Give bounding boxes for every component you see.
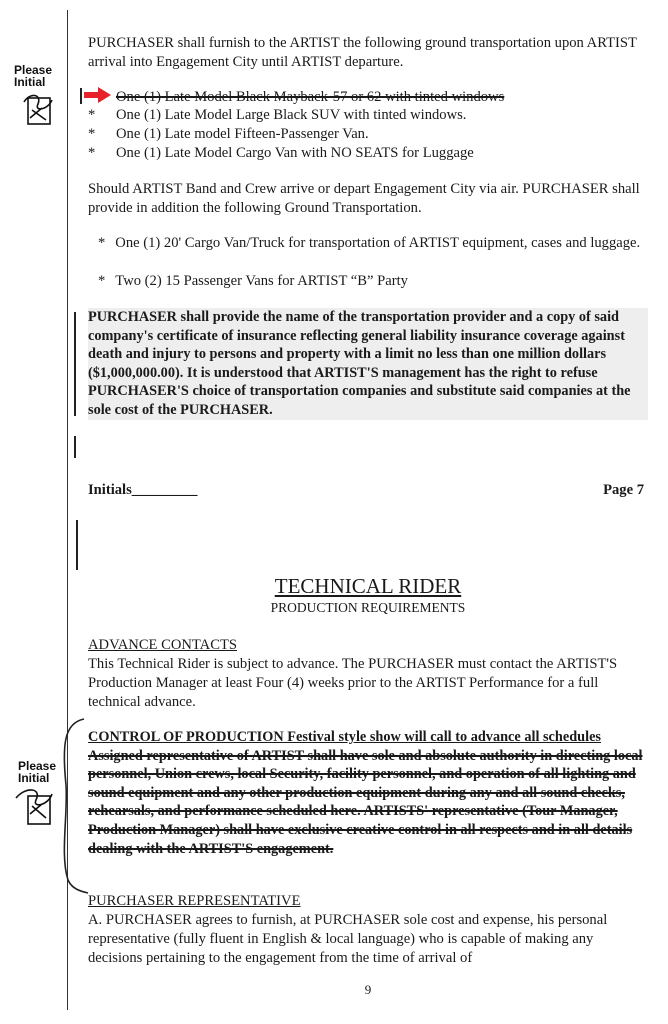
vehicle-item-struck: One (1) Late Model Black Mayback-57 or 62 with tinted windows (116, 89, 505, 105)
rider-subtitle: PRODUCTION REQUIREMENTS (270, 600, 466, 615)
purchaser-rep-text: A. PURCHASER agrees to furnish, at PURCHASER sole cost and expense, his personal representative (fully fluent in English & local language) who is capable of making any decisions pertaining to the engagement from the time of arrival of (88, 912, 608, 966)
note-line-1: Please (14, 63, 53, 77)
intro-paragraph: PURCHASER shall furnish to the ARTIST the following ground transportation upon ARTIST arrival into Engagement City until ARTIST departure. (88, 35, 637, 70)
note-line-1: Please (18, 759, 57, 773)
rider-title: TECHNICAL RIDER (274, 574, 462, 598)
purchaser-rep-heading: PURCHASER REPRESENTATIVE (88, 893, 301, 909)
please-initial-note (14, 64, 52, 88)
air-item (88, 272, 648, 291)
control-struck-text: Assigned representative of ARTIST shall have sole and absolute authority in directing local personnel, Union crews, local Security, facility personnel, and operation of all lighting and sound equipment and any other production equipment during any and all sound checks, rehearsals, and performance scheduled here. ARTISTS' representative (Tour Manager, Production Manager) shall have exclusive creative control in all respects and in all details dealing with the ARTIST'S engagement. (88, 747, 643, 857)
red-arrow-icon (84, 86, 112, 104)
control-insert: Festival style show will call to advance all schedules (283, 729, 601, 745)
air-paragraph: Should ARTIST Band and Crew arrive or depart Engagement City via air. PURCHASER shall provide in addition the following Ground Transportation. (88, 181, 640, 216)
change-bar (74, 312, 76, 416)
control-paragraph (88, 728, 648, 858)
bullet: * (98, 235, 106, 251)
note-line-2: Initial (14, 75, 46, 89)
control-heading: CONTROL OF PRODUCTION (88, 729, 284, 745)
page-label: Page 7 (603, 482, 644, 498)
vehicle-item: One (1) Late Model Large Black SUV with tinted windows. (116, 107, 467, 123)
initial-scribble-icon (12, 782, 58, 830)
bullet: * (88, 145, 96, 161)
note-line-2: Initial (18, 771, 50, 785)
air-item-text: Two (2) 15 Passenger Vans for ARTIST “B” Party (115, 273, 408, 289)
change-bar (76, 520, 78, 570)
vehicle-item: One (1) Late model Fifteen-Passenger Van. (116, 126, 369, 142)
initials-label: Initials_________ (88, 482, 198, 498)
please-initial-note (18, 760, 56, 784)
advance-text: This Technical Rider is subject to advance. The PURCHASER must contact the ARTIST'S Production Manager at least Four (4) weeks prior to the ARTIST Performance for a full technical advance. (88, 656, 618, 710)
initial-scribble-icon (18, 90, 58, 130)
vehicle-item: One (1) Late Model Cargo Van with NO SEATS for Luggage (116, 145, 474, 161)
bullet: * (98, 273, 106, 289)
air-item (88, 234, 648, 253)
bullet: * (88, 126, 96, 142)
change-bar (80, 88, 82, 104)
air-item-text: One (1) 20' Cargo Van/Truck for transportation of ARTIST equipment, cases and luggage. (115, 235, 641, 251)
page-number: 9 (364, 982, 372, 997)
insurance-paragraph: PURCHASER shall provide the name of the transportation provider and a copy of said company's certificate of insurance reflecting general liability insurance coverage against death and injury to persons and property with a limit no less than one million dollars ($1,000,000.00). It is understood that ARTIST'S management has the right to refuse PURCHASER'S choice of transportation companies and substitute said companies at the sole cost of the PURCHASER. (88, 308, 648, 420)
change-bar (74, 436, 76, 458)
advance-heading: ADVANCE CONTACTS (88, 637, 237, 653)
bullet: * (88, 107, 96, 123)
bracket-mark (54, 715, 90, 895)
